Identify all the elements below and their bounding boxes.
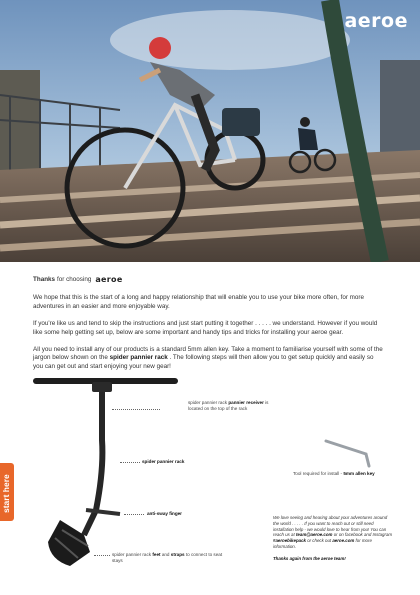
- thanks-bold: Thanks: [33, 276, 56, 283]
- callout-feet-and: and: [161, 552, 170, 557]
- note-email-link[interactable]: team@aeroe.com: [295, 532, 333, 538]
- thanks-rest: for choosing: [57, 276, 92, 283]
- paragraph-3: [33, 346, 385, 371]
- receiver-leader: [112, 409, 160, 410]
- note-signoff: Thanks again from the aeroe team!: [273, 555, 346, 561]
- paragraph-3-text-b: . The following steps will then allow you to get setup quickly and easily so you can get out and start enjoying your new gear!: [33, 354, 374, 370]
- callout-spider-rack: [142, 459, 184, 465]
- callout-feet-bold: feet: [152, 552, 161, 557]
- hero-photo: [0, 0, 420, 262]
- rack-leader: [120, 462, 140, 463]
- tool-required-text: Tool required for install -: [293, 471, 343, 476]
- callout-receiver-text: spider pannier rack: [188, 400, 228, 405]
- callout-anti-sway-finger: [147, 511, 182, 517]
- brand-logo: aeroe: [344, 10, 408, 32]
- cyclists-photo-illustration: [0, 0, 420, 262]
- note-text-a: We love seeing and hearing about your adventures around the world . . . . . If you want to reach out or still need installation help - we would love to hear from you! You can reach us at: [273, 515, 388, 538]
- thanks-line: [33, 276, 385, 284]
- allen-key-shape: [326, 441, 369, 466]
- callout-straps-bold: straps: [170, 552, 185, 557]
- paragraph-3-text-a: All you need to install any of our products is a standard 5mm allen key. Take a moment to familiarise yourself with some of the jargon below shown on the: [33, 346, 383, 362]
- callout-receiver-text-b: is located on the top of the rack: [188, 400, 269, 411]
- note-website-link[interactable]: aeroe.com: [332, 538, 355, 544]
- note-hashtag: #aeroebikepack: [273, 538, 306, 544]
- start-here-label: start here: [1, 474, 11, 513]
- finger-leader: [124, 514, 144, 515]
- pannier-receiver-shape: [92, 382, 112, 392]
- note-text-b: or on facebook and Instagram: [333, 532, 393, 538]
- paragraph-1: We hope that this is the start of a long and happy relationship that will enable you to use your bike more often, for more adventures in an easier and more enjoyable way.: [33, 294, 365, 310]
- note-text-c: or check out: [307, 538, 332, 544]
- callout-pannier-receiver: [188, 400, 270, 411]
- contact-note: [273, 515, 393, 562]
- tool-required-bold: 5mm allen key: [343, 471, 375, 476]
- tool-required-caption: [293, 471, 375, 476]
- callout-receiver-bold: pannier receiver: [228, 400, 264, 405]
- callout-rack-label: spider pannier rack: [142, 459, 185, 464]
- feet-leader: [94, 555, 110, 556]
- paragraph-2: If you're like us and tend to skip the instructions and just start putting it together . . . . . we understand. However if you would like some help getting set up, below are some important and handy tips and tricks for installing your aeroe gear.: [33, 320, 378, 336]
- intro-text: [33, 276, 385, 380]
- callout-finger-label: anti-sway finger: [147, 511, 182, 516]
- start-here-tab: [0, 463, 14, 521]
- callout-feet-straps: [112, 552, 224, 563]
- paragraph-3-bold: spider pannier rack: [109, 354, 168, 362]
- callout-feet-text: spider pannier rack: [112, 552, 152, 557]
- note-text-d: for more information.: [273, 538, 372, 549]
- inline-brand-logo: aeroe: [95, 275, 123, 284]
- callout-feet-text-b: to connect to seat stays: [112, 552, 223, 563]
